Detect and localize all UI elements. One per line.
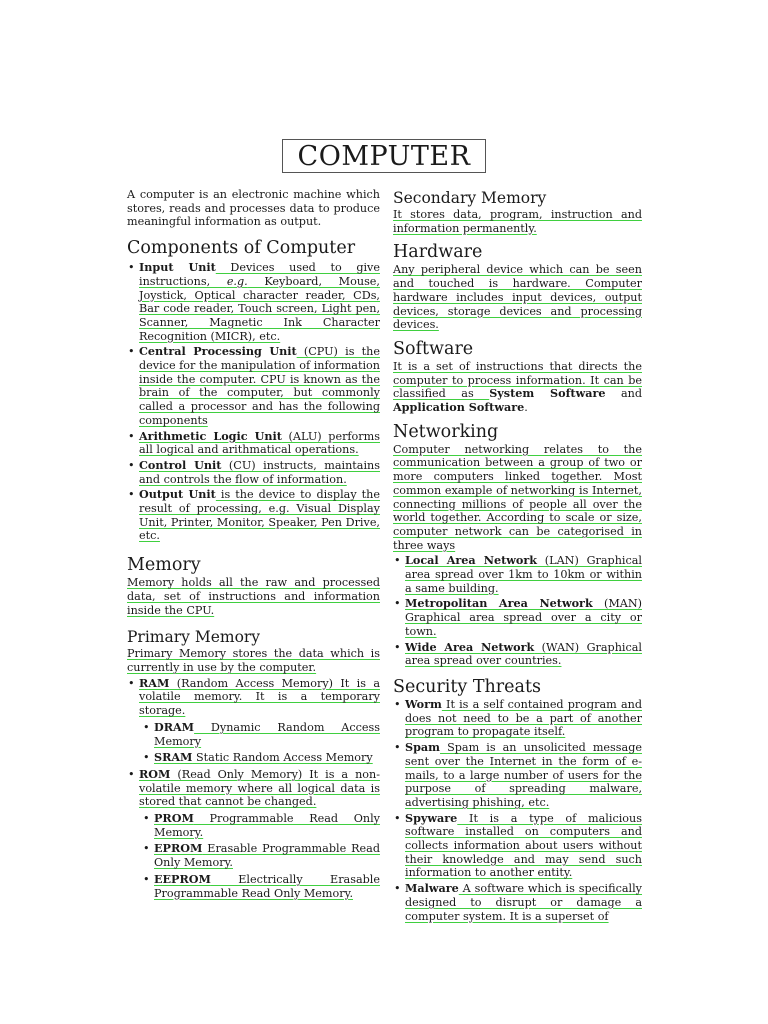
right-column <box>393 188 642 923</box>
software-heading: Software <box>393 338 474 359</box>
memory-heading: Memory <box>127 555 201 576</box>
secondary-memory-heading: Secondary Memory <box>393 189 547 207</box>
term-malware: Malware <box>405 881 459 896</box>
list-item-worm: • Worm It is a self contained program and does not need to be a part of another program to propagate itself. <box>393 698 642 739</box>
list-item-wan: • Wide Area Network (WAN) Graphical area spread over countries. <box>393 641 642 668</box>
components-list <box>127 261 380 543</box>
term-sram: SRAM <box>154 750 193 765</box>
primary-memory-paragraph: Primary Memory stores the data which is currently in use by the computer. <box>127 647 380 674</box>
networking-paragraph: Computer networking relates to the communication between a group of two or more computers linked together. Most common example of networking is Internet, connecting millions of people all over the world together. According to scale or size, computer network can be categorised in three ways <box>393 442 642 552</box>
list-item-rom: • ROM (Read Only Memory) It is a non-volatile memory where all logical data is stored that cannot be changed. <box>127 768 380 809</box>
list-item-lan: • Local Area Network (LAN) Graphical area spread over 1km to 10km or within a same building. <box>393 554 642 595</box>
term-spam: Spam <box>405 740 440 755</box>
term-cpu: Central Processing Unit <box>139 344 297 359</box>
networking-heading: Networking <box>393 421 499 442</box>
term-eprom: EPROM <box>154 841 203 856</box>
term-input-unit: Input Unit <box>139 260 216 275</box>
security-threats-heading: Security Threats <box>393 676 541 697</box>
secondary-memory-paragraph: It stores data, program, instruction and information permanently. <box>393 208 642 235</box>
list-item-spam: • Spam Spam is an unsolicited message sent over the Internet in the form of e-mails, to a large number of users for the purpose of spreading malware, advertising phishing, etc. <box>393 741 642 810</box>
term-alu: Arithmetic Logic Unit <box>139 428 282 443</box>
term-spyware: Spyware <box>405 810 458 825</box>
term-wan: Wide Area Network <box>405 639 535 654</box>
term-lan: Local Area Network <box>405 553 538 568</box>
list-item-malware: • Malware A software which is specifically designed to disrupt or damage a computer system. It is a superset of <box>393 882 642 923</box>
rom-sub-list <box>127 812 380 900</box>
list-item-alu: • Arithmetic Logic Unit (ALU) performs all logical and arithmatical operations. <box>127 430 380 457</box>
memory-types-list <box>127 677 380 718</box>
term-rom: ROM <box>139 766 171 781</box>
rom-list <box>127 768 380 809</box>
term-cu: Control Unit <box>139 457 222 472</box>
list-item-spyware: • Spyware It is a type of malicious software installed on computers and collects information about users without their knowledge and may send such information to another entity. <box>393 812 642 881</box>
left-column <box>127 188 380 900</box>
list-item-output-unit: • Output Unit is the device to display the result of processing, e.g. Visual Display Unit, Printer, Monitor, Speaker, Pen Drive, etc. <box>127 488 380 543</box>
term-eeprom: EEPROM <box>154 871 211 886</box>
list-item-input-unit: • Input Unit Devices used to give instructions, e.g. Keyboard, Mouse, Joystick, Optical character reader, CDs, Bar code reader, Touch screen, Light pen, Scanner, Magnetic Ink Character Recognition (MICR), etc. <box>127 261 380 343</box>
list-item-cu: • Control Unit (CU) instructs, maintains and controls the flow of information. <box>127 459 380 486</box>
network-types-list <box>393 554 642 668</box>
term-ram: RAM <box>139 675 170 690</box>
components-heading: Components of Computer <box>127 238 356 259</box>
hardware-heading: Hardware <box>393 242 483 263</box>
list-item-cpu: • Central Processing Unit (CPU) is the device for the manipulation of information inside the computer. CPU is known as the brain of the computer, but commonly called a processor and has the following components <box>127 345 380 427</box>
list-item-eeprom: • EEPROM Electrically Erasable Programmable Read Only Memory. <box>142 873 380 900</box>
list-item-sram: • SRAM Static Random Access Memory <box>142 751 380 765</box>
list-item-dram: • DRAM Dynamic Random Access Memory <box>142 721 380 748</box>
security-threats-list <box>393 698 642 923</box>
term-output-unit: Output Unit <box>139 487 216 502</box>
list-item-ram: • RAM (Random Access Memory) It is a volatile memory. It is a temporary storage. <box>127 677 380 718</box>
term-man: Metropolitan Area Network <box>405 596 593 611</box>
term-worm: Worm <box>405 696 442 711</box>
ram-sub-list <box>127 721 380 765</box>
term-prom: PROM <box>154 811 194 826</box>
list-item-man: • Metropolitan Area Network (MAN) Graphical area spread over a city or town. <box>393 597 642 638</box>
page-title: COMPUTER <box>282 139 486 173</box>
term-dram: DRAM <box>154 719 195 734</box>
list-item-eprom: • EPROM Erasable Programmable Read Only Memory. <box>142 842 380 869</box>
primary-memory-heading: Primary Memory <box>127 628 261 647</box>
intro-paragraph: A computer is an electronic machine which stores, reads and processes data to produce meaningful information as output. <box>127 188 380 229</box>
list-item-prom: • PROM Programmable Read Only Memory. <box>142 812 380 839</box>
software-paragraph: It is a set of instructions that directs the computer to process information. It can be classified as System Software and Application Software. <box>393 359 642 415</box>
hardware-paragraph: Any peripheral device which can be seen and touched is hardware. Computer hardware includes input devices, output devices, storage devices and processing devices. <box>393 263 642 332</box>
term-system-software: System Software <box>489 386 606 401</box>
term-application-software: Application Software <box>393 400 525 415</box>
memory-paragraph: Memory holds all the raw and processed data, set of instructions and information inside the CPU. <box>127 576 380 617</box>
